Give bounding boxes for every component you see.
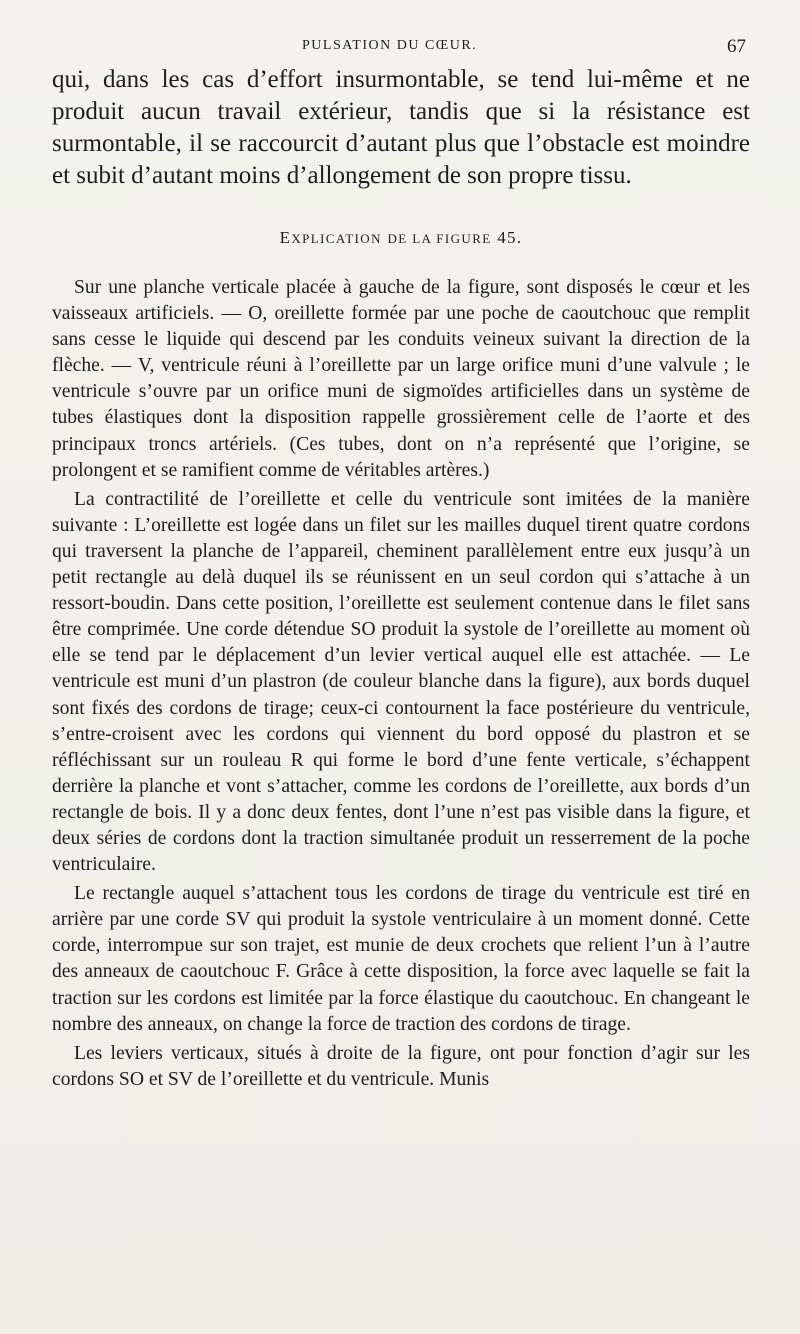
opening-paragraph: qui, dans les cas d’effort insurmontable, se tend lui-même et ne produit aucun travail extérieur, tandis que si la résistance est surmontable, il se raccourcit d’autant plus que l’obstacle est moindre et subit d’autant moins d’allongement de son propre tissu. [52,66,750,189]
caption-figure-number: 45. [497,228,523,247]
running-head [52,34,750,64]
running-title: PULSATION DU CŒUR. [302,38,478,53]
caption-paragraph-3: Le rectangle auquel s’attachent tous les cordons de tirage du ventricule est tiré en arrière par une corde SV qui produit la systole ventriculaire à un moment donné. Cette corde, interrompue sur son trajet, est munie de deux crochets que relient l’un à l’autre des anneaux de caoutchouc F. Grâce à cette disposition, la force avec laquelle se fait la traction sur les cordons est limitée par la force élastique du caoutchouc. En changeant le nombre des anneaux, on change la force de traction des cordons de tirage. [52,883,750,1035]
caption-paragraph-4: Les leviers verticaux, situés à droite de la figure, ont pour fonction d’agir sur les cordons SO et SV de l’oreillette et du ventricule. Munis [52,1042,750,1090]
caption-initial: E [279,228,292,247]
caption-paragraph-2: La contractilité de l’oreillette et celle du ventricule sont imitées de la manière suivante : L’oreillette est logée dans un filet sur les mailles duquel tirent quatre cordons qui traversent la planche de l’appareil, cheminent parallèlement entre eux jusqu’à un petit rectangle au delà duquel ils se réunissent en un seul cordon qui s’attache à un ressort-boudin. Dans cette position, l’oreillette est seulement contenue dans le filet sans être comprimée. Une corde détendue SO produit la systole de l’oreillette au moment où elle se tend par le déplacement d’un levier vertical auquel elle est attachée. — Le ventricule est muni d’un plastron (de couleur blanche dans la figure), aux bords duquel sont fixés des cordons de tirage; ceux-ci contournent la face postérieure du ventricule, s’entre-croisent avec les cordons qui viennent du bord opposé du plastron et se réfléchissant sur un rouleau R qui forme le bord d’une fente verticale, s’échappent derrière la planche et vont s’attacher, comme les cordons de l’oreillette, aux bords d’un rectangle de bois. Il y a donc deux fentes, dont l’une n’est pas visible dans la figure, et deux séries de cordons dont la traction simultanée produit un resserrement de la poche ventriculaire. [52,488,750,876]
caption-small-caps: DE LA FIGURE [387,231,492,246]
page-number: 67 [727,36,746,57]
caption-paragraph-1: Sur une planche verticale placée à gauche de la figure, sont disposés le cœur et les vaisseaux artificiels. — O, oreillette formée par une poche de caoutchouc que remplit sans cesse le liquide qui descend par les conduits veineux suivant la direction de la flèche. — V, ventricule réuni à l’oreillette par un large orifice muni d’une valvule ; le ventricule s’ouvre par un orifice muni de sigmoïdes artificielles dans un système de tubes élastiques dont la disposition rappelle grossièrement celle de l’aorte et des principaux troncs artériels. (Ces tubes, dont on n’a représenté que l’origine, se prolongent et se ramifient comme de véritables artères.) [52,277,750,481]
figure-caption-heading [52,228,750,248]
caption-word-explication: XPLICATION [291,231,382,246]
